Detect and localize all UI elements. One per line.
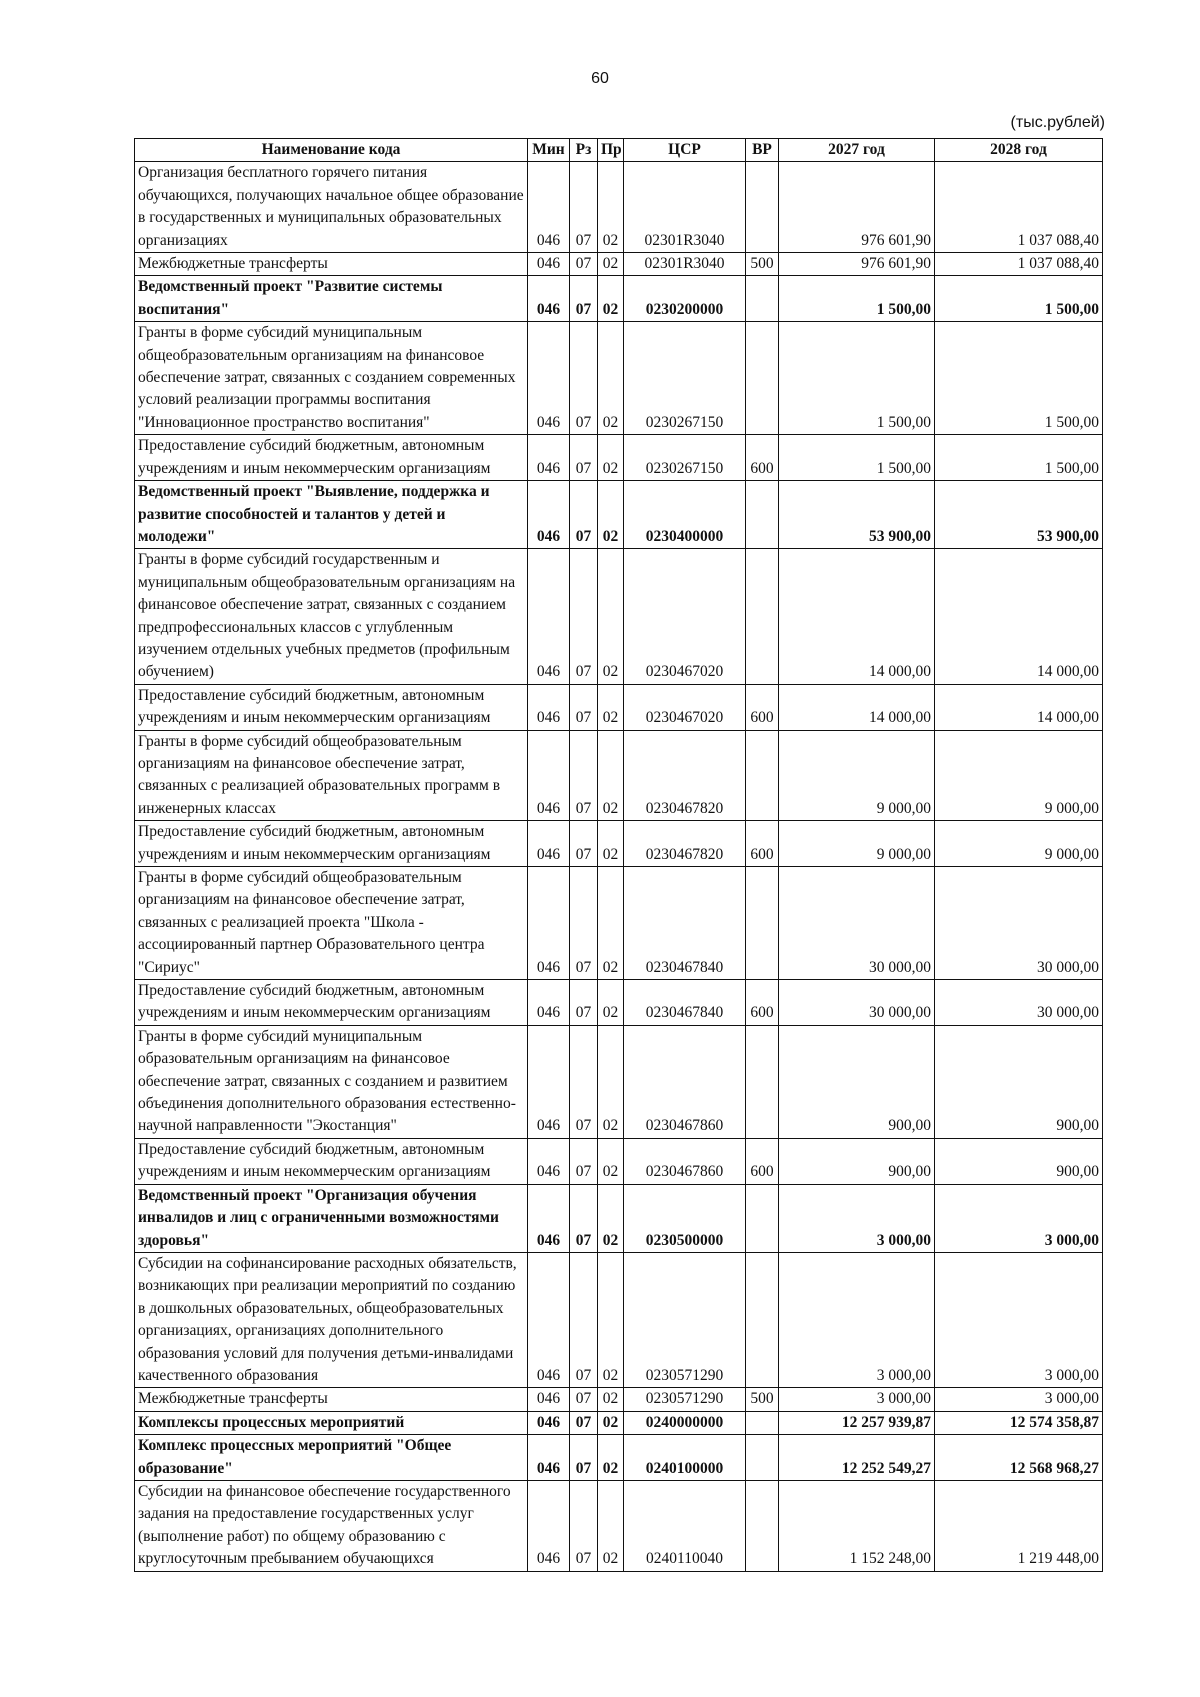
- table-row: [135, 1252, 1103, 1387]
- table-row: [135, 821, 1103, 867]
- row-csr-cell: 0230571290: [624, 1388, 746, 1411]
- table-row: [135, 1184, 1103, 1252]
- row-2027-cell: 3 000,00: [779, 1184, 935, 1252]
- row-name-cell: Межбюджетные трансферты: [135, 253, 528, 276]
- page-number: 60: [591, 70, 609, 87]
- row-vr-cell: 600: [746, 435, 779, 481]
- row-2027-cell: 900,00: [779, 1138, 935, 1184]
- units-label: (тыс.рублей): [1010, 114, 1105, 131]
- row-2027-cell: 9 000,00: [779, 730, 935, 821]
- row-vr-cell: [746, 162, 779, 253]
- row-pr-cell: 02: [598, 1138, 624, 1184]
- header-rz: Рз: [570, 139, 598, 162]
- row-rz-cell: 07: [570, 1252, 598, 1387]
- row-name-cell: Гранты в форме субсидий общеобразовательным организациям на финансовое обеспечение затрат, связанных с реализацией проекта "Школа - ассоциированный партнер Образовательного центра "Сириус": [135, 867, 528, 980]
- row-min-cell: 046: [528, 276, 570, 322]
- row-csr-cell: 0230400000: [624, 481, 746, 549]
- row-csr-cell: 0230267150: [624, 435, 746, 481]
- row-pr-cell: 02: [598, 549, 624, 684]
- row-name-cell: Ведомственный проект "Организация обучения инвалидов и лиц с ограниченными возможностями здоровья": [135, 1184, 528, 1252]
- row-min-cell: 046: [528, 1025, 570, 1138]
- row-csr-cell: 0230467820: [624, 730, 746, 821]
- row-csr-cell: 0230467840: [624, 867, 746, 980]
- table-row: [135, 253, 1103, 276]
- row-min-cell: 046: [528, 1435, 570, 1481]
- row-min-cell: 046: [528, 1184, 570, 1252]
- row-min-cell: 046: [528, 684, 570, 730]
- row-rz-cell: 07: [570, 435, 598, 481]
- row-csr-cell: 0230200000: [624, 276, 746, 322]
- row-2028-cell: 9 000,00: [935, 730, 1103, 821]
- row-name-cell: Ведомственный проект "Выявление, поддержка и развитие способностей и талантов у детей и молодежи": [135, 481, 528, 549]
- row-2027-cell: 9 000,00: [779, 821, 935, 867]
- table-row: [135, 867, 1103, 980]
- row-2027-cell: 1 500,00: [779, 435, 935, 481]
- row-vr-cell: [746, 730, 779, 821]
- row-rz-cell: 07: [570, 549, 598, 684]
- table-row: [135, 1025, 1103, 1138]
- row-pr-cell: 02: [598, 1480, 624, 1571]
- row-pr-cell: 02: [598, 821, 624, 867]
- row-2027-cell: 1 152 248,00: [779, 1480, 935, 1571]
- row-csr-cell: 02301R3040: [624, 253, 746, 276]
- row-vr-cell: 500: [746, 253, 779, 276]
- row-pr-cell: 02: [598, 684, 624, 730]
- row-2028-cell: 1 500,00: [935, 276, 1103, 322]
- row-2028-cell: 900,00: [935, 1025, 1103, 1138]
- header-vr: ВР: [746, 139, 779, 162]
- row-pr-cell: 02: [598, 867, 624, 980]
- row-name-cell: Комплексы процессных мероприятий: [135, 1411, 528, 1434]
- row-2027-cell: 30 000,00: [779, 980, 935, 1026]
- row-2027-cell: 14 000,00: [779, 684, 935, 730]
- row-rz-cell: 07: [570, 253, 598, 276]
- row-csr-cell: 0240110040: [624, 1480, 746, 1571]
- row-vr-cell: [746, 322, 779, 435]
- row-name-cell: Организация бесплатного горячего питания обучающихся, получающих начальное общее образование в государственных и муниципальных образовательных организациях: [135, 162, 528, 253]
- row-name-cell: Гранты в форме субсидий государственным и муниципальным общеобразовательным организациям на финансовое обеспечение затрат, связанных с созданием предпрофессиональных классов с углубленным изучением отдельных учебных предметов (профильным обучением): [135, 549, 528, 684]
- row-rz-cell: 07: [570, 1138, 598, 1184]
- row-pr-cell: 02: [598, 1184, 624, 1252]
- row-2028-cell: 14 000,00: [935, 549, 1103, 684]
- row-csr-cell: 0230571290: [624, 1252, 746, 1387]
- row-2028-cell: 900,00: [935, 1138, 1103, 1184]
- row-vr-cell: [746, 1411, 779, 1434]
- row-name-cell: Предоставление субсидий бюджетным, автономным учреждениям и иным некоммерческим организациям: [135, 435, 528, 481]
- row-min-cell: 046: [528, 867, 570, 980]
- row-pr-cell: 02: [598, 435, 624, 481]
- row-2028-cell: 30 000,00: [935, 980, 1103, 1026]
- row-vr-cell: [746, 1252, 779, 1387]
- row-2028-cell: 12 574 358,87: [935, 1411, 1103, 1434]
- row-pr-cell: 02: [598, 1411, 624, 1434]
- row-rz-cell: 07: [570, 322, 598, 435]
- row-name-cell: Предоставление субсидий бюджетным, автономным учреждениям и иным некоммерческим организациям: [135, 980, 528, 1026]
- row-name-cell: Субсидии на софинансирование расходных обязательств, возникающих при реализации мероприятий по созданию в дошкольных образовательных, общеобразовательных организациях, организациях дополнительного образования условий для получения детьми-инвалидами качественного образования: [135, 1252, 528, 1387]
- table-row: [135, 684, 1103, 730]
- row-csr-cell: 0240100000: [624, 1435, 746, 1481]
- row-min-cell: 046: [528, 162, 570, 253]
- row-vr-cell: [746, 1435, 779, 1481]
- row-name-cell: Гранты в форме субсидий общеобразовательным организациям на финансовое обеспечение затрат, связанных с реализацией образовательных программ в инженерных классах: [135, 730, 528, 821]
- header-min: Мин: [528, 139, 570, 162]
- row-csr-cell: 0230467020: [624, 684, 746, 730]
- row-pr-cell: 02: [598, 980, 624, 1026]
- row-vr-cell: [746, 1184, 779, 1252]
- row-pr-cell: 02: [598, 730, 624, 821]
- row-2027-cell: 1 500,00: [779, 322, 935, 435]
- row-name-cell: Субсидии на финансовое обеспечение государственного задания на предоставление государственных услуг (выполнение работ) по общему образованию с круглосуточным пребыванием обучающихся: [135, 1480, 528, 1571]
- row-csr-cell: 0230467820: [624, 821, 746, 867]
- table-row: [135, 481, 1103, 549]
- table-header-row: [135, 139, 1103, 162]
- row-rz-cell: 07: [570, 980, 598, 1026]
- row-vr-cell: [746, 481, 779, 549]
- row-2028-cell: 9 000,00: [935, 821, 1103, 867]
- row-vr-cell: [746, 867, 779, 980]
- row-min-cell: 046: [528, 549, 570, 684]
- row-name-cell: Межбюджетные трансферты: [135, 1388, 528, 1411]
- row-rz-cell: 07: [570, 1025, 598, 1138]
- row-rz-cell: 07: [570, 821, 598, 867]
- row-2028-cell: 53 900,00: [935, 481, 1103, 549]
- row-csr-cell: 0230500000: [624, 1184, 746, 1252]
- header-2027: 2027 год: [779, 139, 935, 162]
- row-2028-cell: 12 568 968,27: [935, 1435, 1103, 1481]
- row-2027-cell: 976 601,90: [779, 253, 935, 276]
- row-vr-cell: 600: [746, 980, 779, 1026]
- row-min-cell: 046: [528, 253, 570, 276]
- row-pr-cell: 02: [598, 253, 624, 276]
- row-2027-cell: 3 000,00: [779, 1252, 935, 1387]
- row-min-cell: 046: [528, 1411, 570, 1434]
- row-min-cell: 046: [528, 1388, 570, 1411]
- row-2028-cell: 3 000,00: [935, 1184, 1103, 1252]
- row-pr-cell: 02: [598, 276, 624, 322]
- row-vr-cell: [746, 1480, 779, 1571]
- table-row: [135, 276, 1103, 322]
- row-min-cell: 046: [528, 821, 570, 867]
- table-row: [135, 980, 1103, 1026]
- row-name-cell: Гранты в форме субсидий муниципальным общеобразовательным организациям на финансовое обеспечение затрат, связанных с созданием современных условий реализации программы воспитания "Инновационное пространство воспитания": [135, 322, 528, 435]
- row-name-cell: Предоставление субсидий бюджетным, автономным учреждениям и иным некоммерческим организациям: [135, 684, 528, 730]
- row-csr-cell: 0230467860: [624, 1025, 746, 1138]
- row-pr-cell: 02: [598, 1025, 624, 1138]
- row-2028-cell: 14 000,00: [935, 684, 1103, 730]
- row-rz-cell: 07: [570, 867, 598, 980]
- row-2027-cell: 976 601,90: [779, 162, 935, 253]
- row-csr-cell: 0230467860: [624, 1138, 746, 1184]
- row-pr-cell: 02: [598, 1388, 624, 1411]
- row-pr-cell: 02: [598, 1435, 624, 1481]
- row-2028-cell: 3 000,00: [935, 1252, 1103, 1387]
- row-csr-cell: 0230467840: [624, 980, 746, 1026]
- table-row: [135, 1411, 1103, 1434]
- row-rz-cell: 07: [570, 1388, 598, 1411]
- row-csr-cell: 0230267150: [624, 322, 746, 435]
- table-row: [135, 162, 1103, 253]
- row-min-cell: 046: [528, 980, 570, 1026]
- table-row: [135, 730, 1103, 821]
- row-2027-cell: 30 000,00: [779, 867, 935, 980]
- table-row: [135, 549, 1103, 684]
- row-rz-cell: 07: [570, 481, 598, 549]
- row-min-cell: 046: [528, 435, 570, 481]
- row-vr-cell: 600: [746, 1138, 779, 1184]
- row-2027-cell: 14 000,00: [779, 549, 935, 684]
- row-rz-cell: 07: [570, 1184, 598, 1252]
- table-row: [135, 1435, 1103, 1481]
- row-2027-cell: 12 252 549,27: [779, 1435, 935, 1481]
- row-pr-cell: 02: [598, 481, 624, 549]
- row-rz-cell: 07: [570, 1480, 598, 1571]
- row-2028-cell: 3 000,00: [935, 1388, 1103, 1411]
- row-name-cell: Предоставление субсидий бюджетным, автономным учреждениям и иным некоммерческим организациям: [135, 821, 528, 867]
- row-min-cell: 046: [528, 481, 570, 549]
- header-pr: Пр: [598, 139, 624, 162]
- row-vr-cell: 600: [746, 821, 779, 867]
- row-rz-cell: 07: [570, 162, 598, 253]
- row-name-cell: Предоставление субсидий бюджетным, автономным учреждениям и иным некоммерческим организациям: [135, 1138, 528, 1184]
- header-2028: 2028 год: [935, 139, 1103, 162]
- row-rz-cell: 07: [570, 684, 598, 730]
- header-name: Наименование кода: [135, 139, 528, 162]
- row-2027-cell: 12 257 939,87: [779, 1411, 935, 1434]
- row-min-cell: 046: [528, 1480, 570, 1571]
- row-2028-cell: 1 500,00: [935, 435, 1103, 481]
- row-2028-cell: 1 219 448,00: [935, 1480, 1103, 1571]
- row-csr-cell: 0240000000: [624, 1411, 746, 1434]
- row-csr-cell: 02301R3040: [624, 162, 746, 253]
- table-row: [135, 435, 1103, 481]
- row-name-cell: Комплекс процессных мероприятий "Общее образование": [135, 1435, 528, 1481]
- header-csr: ЦСР: [624, 139, 746, 162]
- row-2028-cell: 1 037 088,40: [935, 162, 1103, 253]
- row-vr-cell: [746, 1025, 779, 1138]
- row-name-cell: Гранты в форме субсидий муниципальным образовательным организациям на финансовое обеспечение затрат, связанных с созданием и развитием объединения дополнительного образования естественно-научной направленности "Экостанция": [135, 1025, 528, 1138]
- row-name-cell: Ведомственный проект "Развитие системы воспитания": [135, 276, 528, 322]
- row-csr-cell: 0230467020: [624, 549, 746, 684]
- row-2027-cell: 1 500,00: [779, 276, 935, 322]
- row-pr-cell: 02: [598, 322, 624, 435]
- budget-table: [134, 138, 1103, 1572]
- row-pr-cell: 02: [598, 1252, 624, 1387]
- row-2028-cell: 1 037 088,40: [935, 253, 1103, 276]
- row-vr-cell: 500: [746, 1388, 779, 1411]
- table-row: [135, 1480, 1103, 1571]
- row-2028-cell: 1 500,00: [935, 322, 1103, 435]
- row-2027-cell: 900,00: [779, 1025, 935, 1138]
- row-min-cell: 046: [528, 322, 570, 435]
- row-min-cell: 046: [528, 730, 570, 821]
- row-vr-cell: 600: [746, 684, 779, 730]
- row-rz-cell: 07: [570, 1435, 598, 1481]
- row-vr-cell: [746, 549, 779, 684]
- table-row: [135, 1138, 1103, 1184]
- row-rz-cell: 07: [570, 1411, 598, 1434]
- row-2027-cell: 3 000,00: [779, 1388, 935, 1411]
- table-row: [135, 322, 1103, 435]
- row-rz-cell: 07: [570, 276, 598, 322]
- table-row: [135, 1388, 1103, 1411]
- row-2027-cell: 53 900,00: [779, 481, 935, 549]
- row-pr-cell: 02: [598, 162, 624, 253]
- row-2028-cell: 30 000,00: [935, 867, 1103, 980]
- row-rz-cell: 07: [570, 730, 598, 821]
- row-min-cell: 046: [528, 1138, 570, 1184]
- row-min-cell: 046: [528, 1252, 570, 1387]
- row-vr-cell: [746, 276, 779, 322]
